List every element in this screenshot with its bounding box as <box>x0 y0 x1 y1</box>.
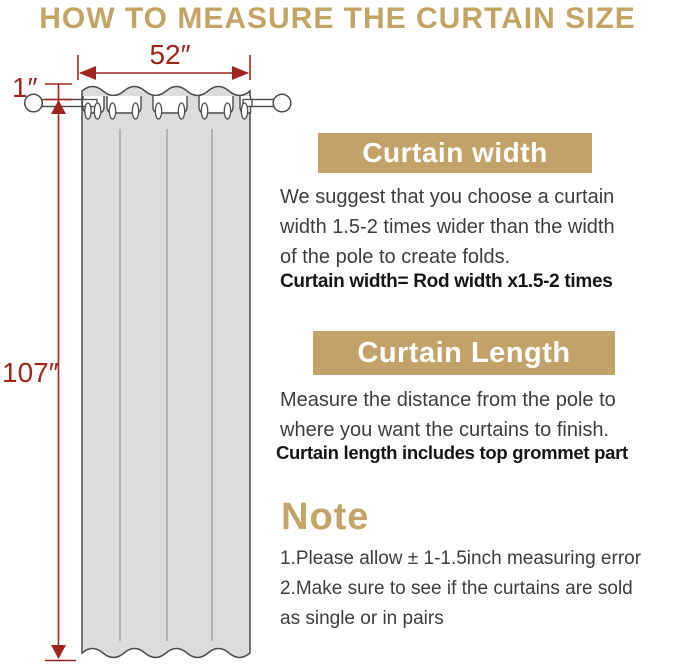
measurement-diagram <box>0 0 310 671</box>
curtain-width-description <box>280 182 615 272</box>
note-heading: Note <box>281 496 370 538</box>
rod-finial-right <box>273 94 291 112</box>
curtain-length-heading: Curtain Length <box>313 331 615 375</box>
grommet-loop <box>94 103 100 119</box>
text-line: width 1.5-2 times wider than the width <box>280 216 615 238</box>
grommet-loop <box>85 103 91 119</box>
curtain-length-description <box>280 385 616 445</box>
grommet-loop <box>241 103 247 119</box>
text-line: of the pole to create folds. <box>280 246 511 268</box>
note-item: 2.Make sure to see if the curtains are sold <box>280 578 633 599</box>
note-item: 1.Please allow ± 1-1.5inch measuring error <box>280 548 642 569</box>
text-line: where you want the curtains to finish. <box>280 419 610 441</box>
text-line: We suggest that you choose a curtain <box>280 186 615 208</box>
grommet-loop <box>224 103 230 119</box>
above-rod-dimension-label: 1″ <box>12 72 38 103</box>
grommet-loop <box>132 103 138 119</box>
grommet-loop <box>178 103 184 119</box>
grommet-loop <box>155 103 161 119</box>
curtain-panel <box>82 87 250 658</box>
curtain-length-formula: Curtain length includes top grommet part <box>276 442 628 463</box>
note-list <box>280 544 641 634</box>
length-dimension-label: 107″ <box>2 357 59 388</box>
note-item: as single or in pairs <box>280 608 444 629</box>
page-title: HOW TO MEASURE THE CURTAIN SIZE <box>39 2 636 35</box>
grommet-loop <box>201 103 207 119</box>
grommet-loop <box>109 103 115 119</box>
curtain-width-formula: Curtain width= Rod width x1.5-2 times <box>280 271 613 292</box>
curtain-width-heading: Curtain width <box>318 133 592 173</box>
width-dimension-label: 52″ <box>149 39 191 70</box>
text-line: Measure the distance from the pole to <box>280 389 616 411</box>
